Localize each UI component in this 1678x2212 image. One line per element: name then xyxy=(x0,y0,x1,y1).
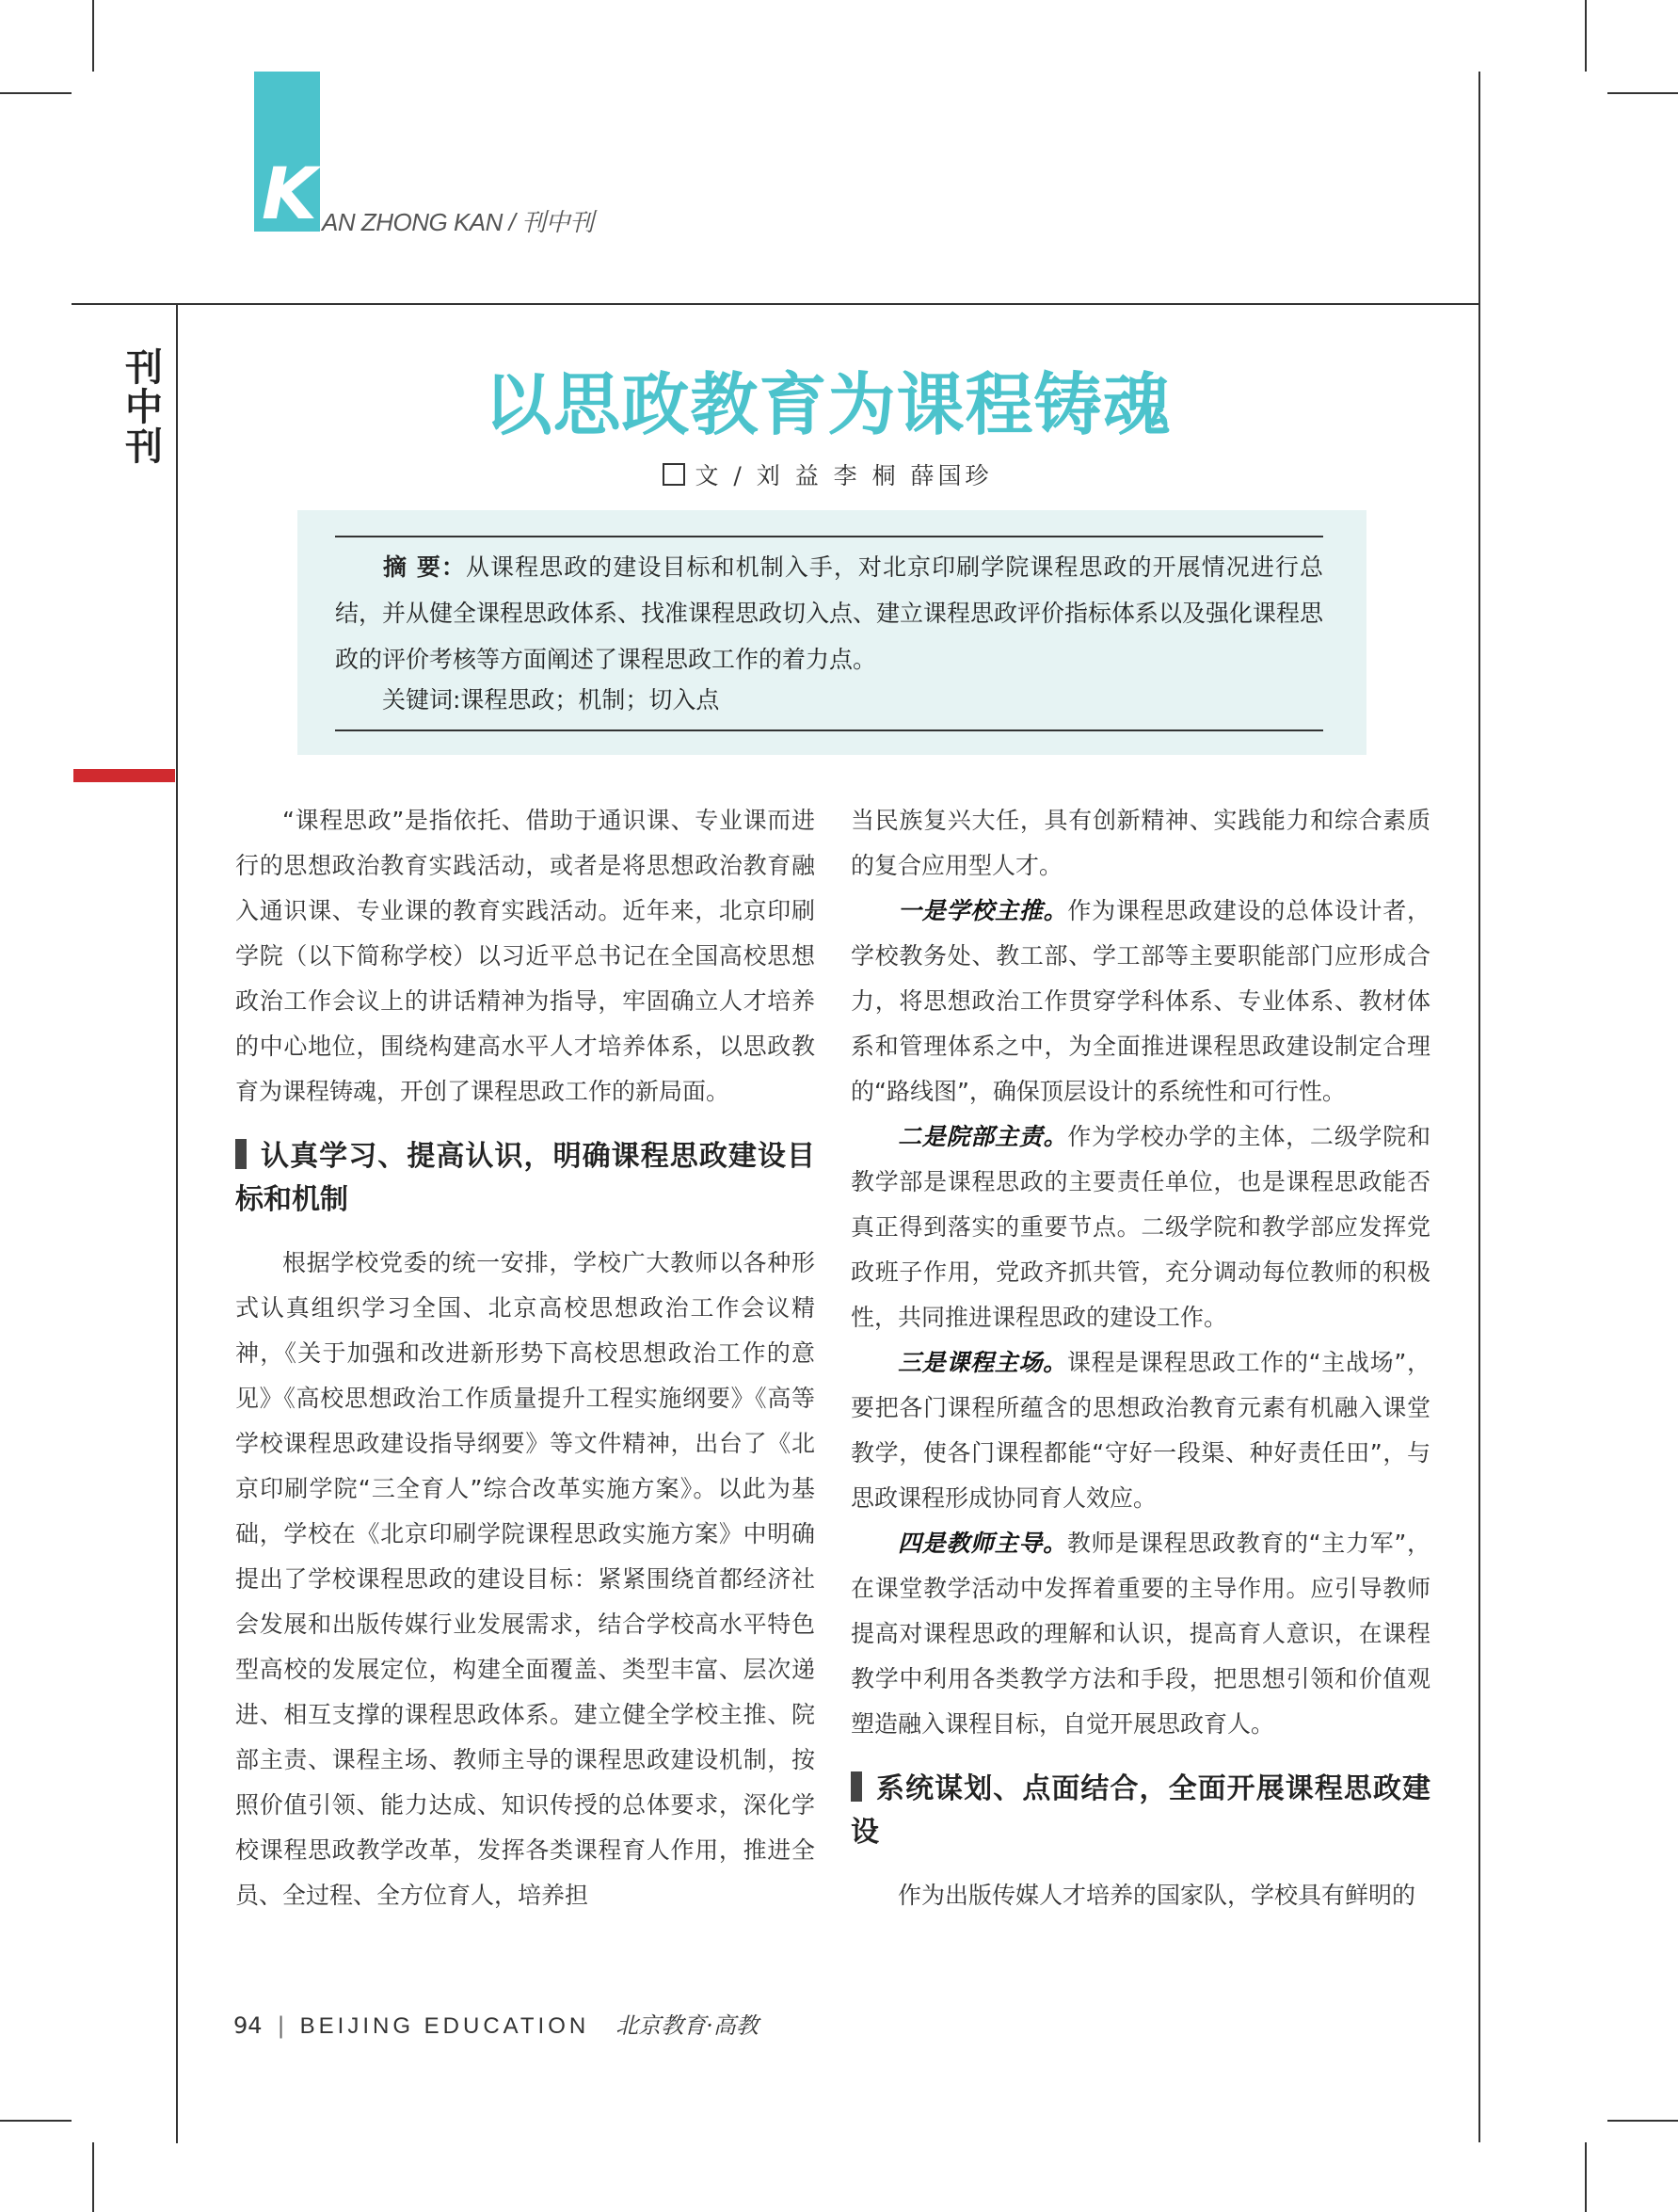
paragraph-text: 作为课程思政建设的总体设计者，学校教务处、教工部、学工部等主要职能部门应形成合力，将思想政治工作贯穿学科体系、专业体系、教材体系和管理体系之中，为全面推进课程思政建设制定合理的“路线图”，确保顶层设计的系统性和可行性。 xyxy=(851,897,1430,1105)
side-column-label: 刊中刊 xyxy=(125,345,163,469)
paragraph: “课程思政”是指依托、借助于通识课、专业课而进行的思想政治教育实践活动，或者是将思想政治教育融入通识课、专业课的教育实践活动。近年来，北京印刷学院（以下简称学校）以习近平总书记在全国高校思想政治工作会议上的讲话精神为指导，牢固确立人才培养的中心地位，围绕构建高水平人才培养体系，以思政教育为课程铸魂，开创了课程思政工作的新局面。 xyxy=(235,807,815,1105)
section-header-slash: / xyxy=(508,208,522,236)
section-heading xyxy=(851,1768,1430,1854)
paragraph-lead: 四是教师主导。 xyxy=(898,1530,1067,1557)
section-heading-text: 认真学习、提高认识，明确课程思政建设目标和机制 xyxy=(235,1140,815,1216)
right-margin-rule xyxy=(1478,72,1480,2142)
left-margin-rule xyxy=(176,303,178,2143)
article-title: 以思政教育为课程铸魂 xyxy=(484,365,1172,444)
article-author xyxy=(177,457,1478,491)
red-accent-bar xyxy=(73,769,175,782)
abstract xyxy=(335,544,1323,682)
paragraph-lead: 一是学校主推。 xyxy=(898,897,1068,924)
header-rule xyxy=(72,303,1479,305)
crop-mark xyxy=(92,2142,94,2212)
crop-mark xyxy=(0,92,72,94)
section-header xyxy=(322,203,594,238)
abstract-rule-bottom xyxy=(335,729,1323,731)
abstract-label: 摘 要： xyxy=(382,553,466,581)
crop-mark xyxy=(1585,2142,1587,2212)
paragraph xyxy=(851,1340,1430,1521)
crop-mark xyxy=(1607,2120,1678,2122)
crop-mark xyxy=(1607,92,1678,94)
section-heading-text: 系统谋划、点面结合，全面开展课程思政建设 xyxy=(851,1772,1430,1849)
paragraph xyxy=(851,1521,1430,1747)
abstract-text: 从课程思政的建设目标和机制入手，对北京印刷学院课程思政的开展情况进行总结，并从健全课程思政体系、找准课程思政切入点、建立课程思政评价指标体系以及强化课程思政的评价考核等方面阐述了课程思政工作的着力点。 xyxy=(335,553,1324,673)
paragraph xyxy=(851,889,1430,1114)
paragraph: 当民族复兴大任，具有创新精神、实践能力和综合素质的复合应用型人才。 xyxy=(851,807,1430,879)
paragraph: 根据学校党委的统一安排，学校广大教师以各种形式认真组织学习全国、北京高校思想政治工作会议精神，《关于加强和改进新形势下高校思想政治工作的意见》《高校思想政治工作质量提升工程实施纲要》《高等学校课程思政建设指导纲要》等文件精神，出台了《北京印刷学院“三全育人”综合改革实施方案》。以此为基础，学校在《北京印刷学院课程思政实施方案》中明确提出了学校课程思政的建设目标：紧紧围绕首都经济社会发展和出版传媒行业发展需求，结合学校高水平特色型高校的发展定位，构建全面覆盖、类型丰富、层次递进、相互支撑的课程思政体系。建立健全学校主推、院部主责、课程主场、教师主导的课程思政建设机制，按照价值引领、能力达成、知识传授的总体要求，深化学校课程思政教学改革，发挥各类课程育人作用，推进全员、全过程、全方位育人，培养担 xyxy=(235,1249,815,1909)
section-letter: K xyxy=(262,152,317,235)
crop-mark xyxy=(0,2120,72,2122)
magazine-name-en: BEIJING EDUCATION xyxy=(299,2013,590,2039)
page-number: 94 xyxy=(233,2012,263,2039)
paragraph-lead: 二是院部主责。 xyxy=(898,1123,1068,1150)
body-column-left xyxy=(235,798,815,1918)
footer-divider: | xyxy=(277,2012,285,2039)
paragraph-text: 课程是课程思政工作的“主战场”，要把各门课程所蕴含的思想政治教育元素有机融入课堂教学，使各门课程都能“守好一段渠、种好责任田”，与思政课程形成协同育人效应。 xyxy=(851,1349,1430,1512)
body-column-right xyxy=(851,798,1430,1918)
keywords: 关键词:课程思政；机制；切入点 xyxy=(382,686,720,713)
abstract-rule-top xyxy=(335,536,1323,537)
paragraph-text: 教师是课程思政教育的“主力军”，在课堂教学活动中发挥着重要的主导作用。应引导教师提高对课程思政的理解和认识，提高育人意识，在课程教学中利用各类教学方法和手段，把思想引领和价值观塑造融入课程目标，自觉开展思政育人。 xyxy=(851,1530,1430,1738)
paragraph: 作为出版传媒人才培养的国家队，学校具有鲜明的 xyxy=(898,1882,1416,1909)
author-box-icon xyxy=(663,463,685,486)
section-heading xyxy=(235,1135,815,1222)
crop-mark xyxy=(1585,0,1587,72)
heading-marker-icon xyxy=(235,1139,247,1169)
page-footer xyxy=(233,2007,759,2040)
section-header-pinyin: AN ZHONG KAN xyxy=(322,208,503,236)
paragraph-text: 作为学校办学的主体，二级学院和教学部是课程思政的主要责任单位，也是课程思政能否真正得到落实的重要节点。二级学院和教学部应发挥党政班子作用，党政齐抓共管，充分调动每位教师的积极性，共同推进课程思政的建设工作。 xyxy=(851,1123,1430,1331)
author-names: 文 / 刘 益 李 桐 薛国珍 xyxy=(695,462,993,489)
paragraph-lead: 三是课程主场。 xyxy=(898,1349,1067,1376)
section-header-cn: 刊中刊 xyxy=(521,208,594,236)
crop-mark xyxy=(92,0,94,72)
magazine-name-cn: 北京教育·高教 xyxy=(615,2012,759,2039)
heading-marker-icon xyxy=(851,1771,862,1802)
paragraph xyxy=(851,1114,1430,1340)
